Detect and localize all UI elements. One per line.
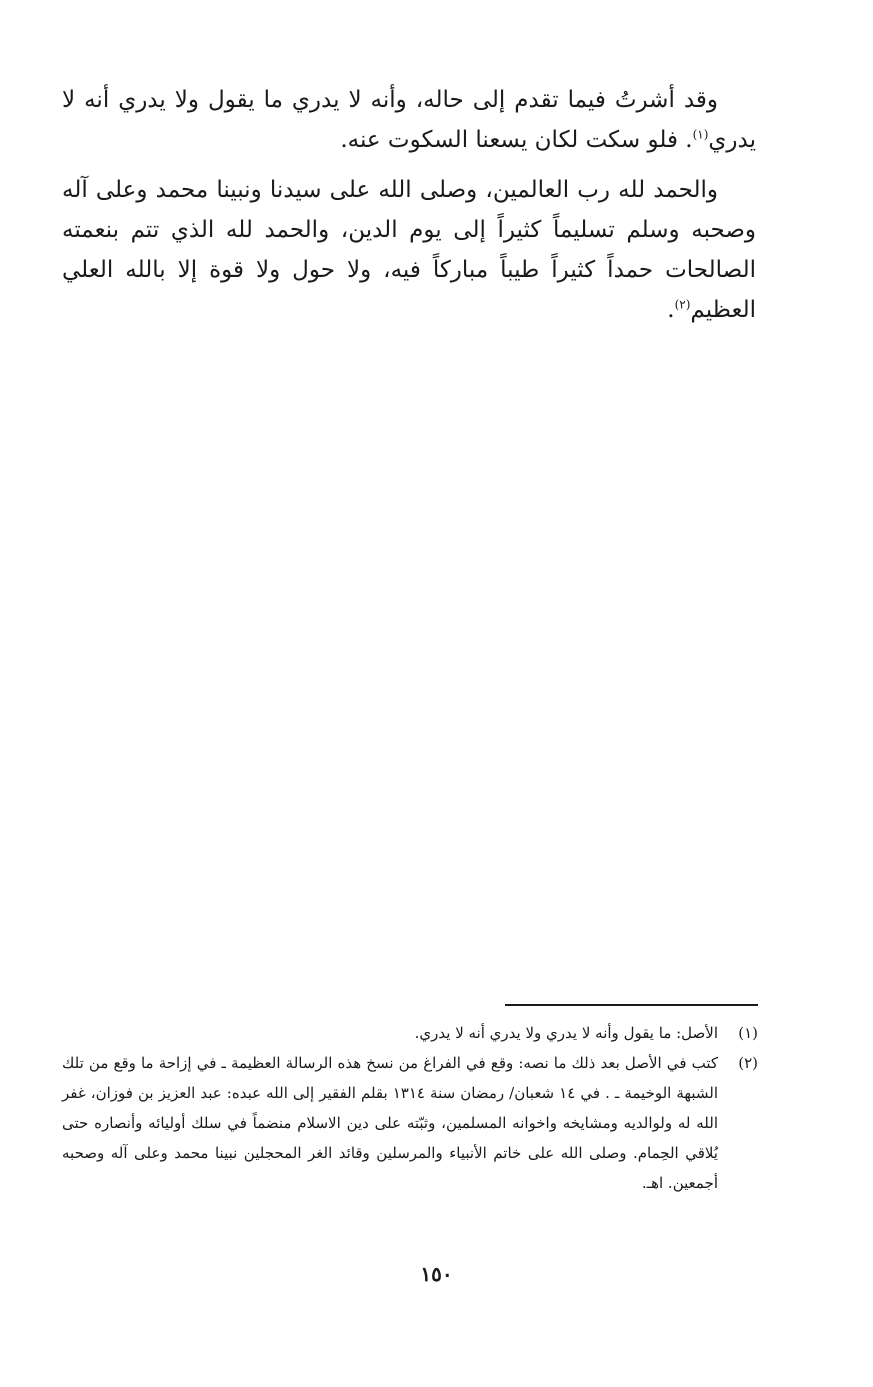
footnote-2 bbox=[62, 1048, 758, 1198]
paragraph-1 bbox=[62, 80, 756, 160]
footnote-number: (٢) bbox=[738, 1054, 758, 1072]
footnote-separator bbox=[505, 1004, 758, 1006]
footnote-ref-1: (١) bbox=[692, 127, 709, 142]
footnote-number: (١) bbox=[738, 1024, 758, 1042]
footnote-text: كتب في الأصل بعد ذلك ما نصه: وقع في الفراغ من نسخ هذه الرسالة العظيمة ـ في إزاحة ما وقع من تلك الشبهة الوخيمة ـ . في ١٤ شعبان/ رمضان سنة ١٣١٤ بقلم الفقير إلى الله عبده: عبد العزيز بن فوزان، غفر الله له ولوالديه ومشايخه واخوانه المسلمين، وثبّته على دين الاسلام منضماً في سلك أوليائه وأنصاره حتى يُلاقي الحِمام. وصلى الله على خاتم الأنبياء والمرسلين وقائد الغر المحجلين نبينا محمد وعلى آله وصحبه أجمعين. اهـ. bbox=[62, 1054, 718, 1192]
paragraph-2 bbox=[62, 170, 756, 330]
footnote-text: الأصل: ما يقول وأنه لا يدري ولا يدري أنه لا يدري. bbox=[414, 1024, 718, 1042]
page-number: ١٥٠ bbox=[420, 1262, 453, 1286]
paragraph-2-text: والحمد لله رب العالمين، وصلى الله على سيدنا ونبينا محمد وعلى آله وصحبه وسلم تسليماً كثيراً إلى يوم الدين، والحمد لله الذي تتم بنعمته الصالحات حمداً كثيراً طيباً مباركاً فيه، ولا حول ولا قوة إلا بالله العلي العظيم bbox=[62, 177, 756, 323]
footnotes bbox=[62, 1018, 758, 1198]
paragraph-2-tail: . bbox=[667, 297, 675, 323]
paragraph-1-text: وقد أشرتُ فيما تقدم إلى حاله، وأنه لا يدري ما يقول ولا يدري أنه لا يدري bbox=[62, 87, 756, 153]
footnote-1 bbox=[62, 1018, 758, 1048]
main-text bbox=[62, 80, 756, 340]
paragraph-1-tail: . فلو سكت لكان يسعنا السكوت عنه. bbox=[340, 127, 693, 153]
footnote-ref-2: (٢) bbox=[674, 297, 691, 312]
